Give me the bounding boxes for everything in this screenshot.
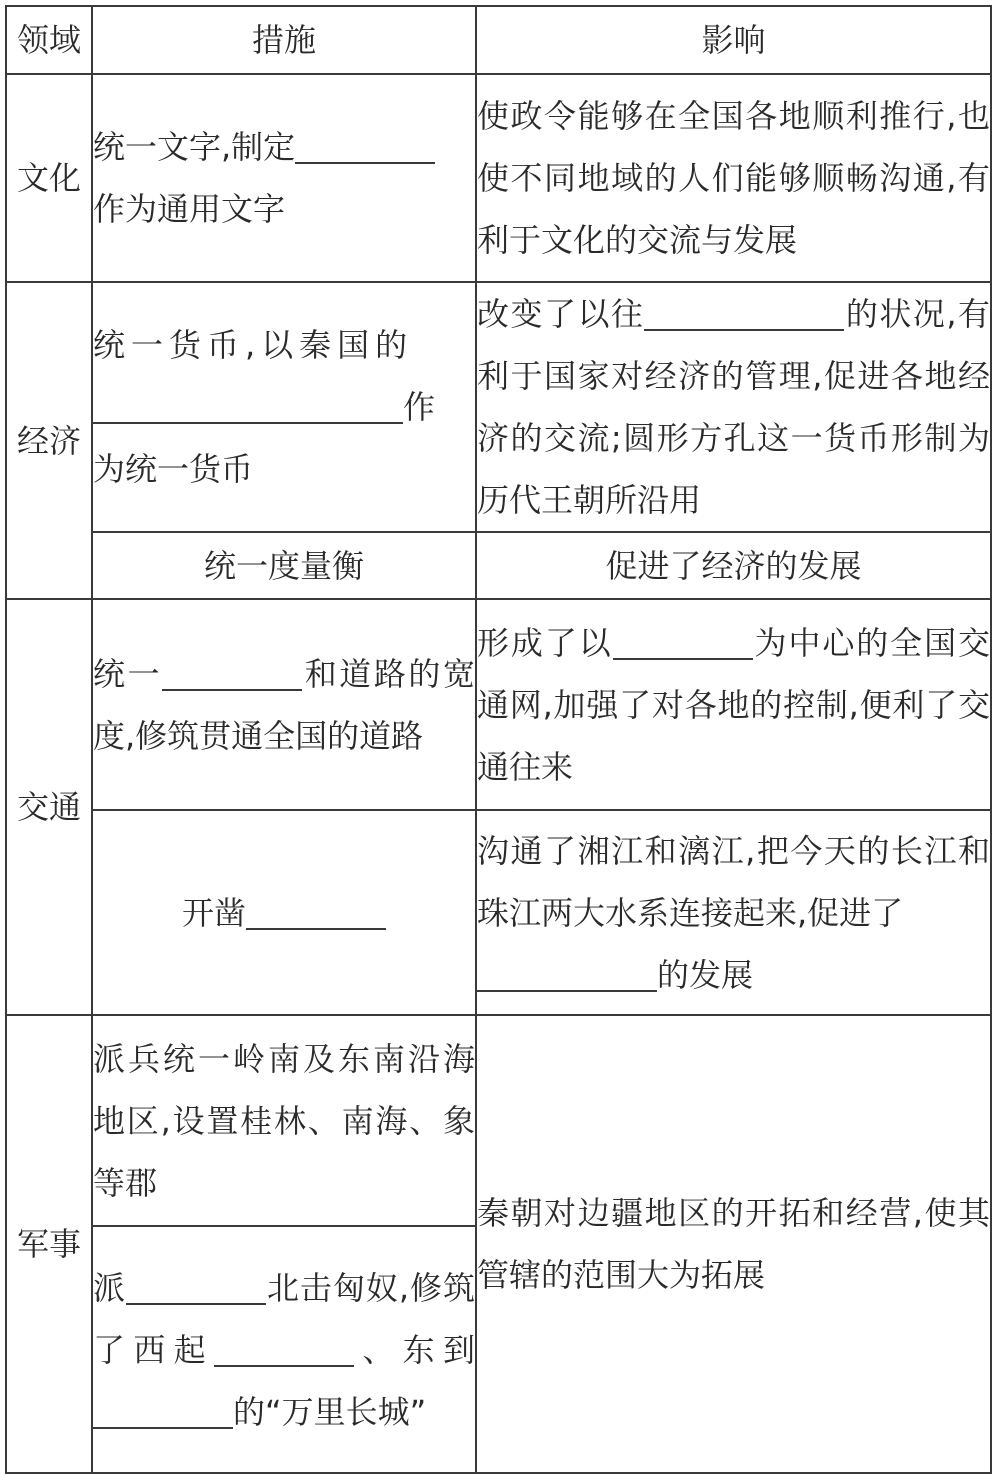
- measure-culture-text-b: 作为通用文字: [93, 190, 286, 228]
- qin-measures-table: [5, 5, 992, 1474]
- measure-currency-text-c: 为统一货币: [93, 450, 254, 488]
- impact-military: 秦朝对边疆地区的开拓和经营,使其管辖的范围大为拓展: [476, 1015, 991, 1473]
- impact-canal-text-b: 的发展: [657, 955, 754, 994]
- field-economy: 经济: [6, 282, 92, 599]
- measure-north-text-c: 、东到: [354, 1330, 475, 1369]
- blank-lingnan[interactable]: [477, 950, 657, 992]
- blank-east-end[interactable]: [93, 1387, 233, 1429]
- blank-capital[interactable]: [613, 618, 753, 660]
- impact-roads-text-b: 为中心的全国交通网,加强了对各地的控制,便利了交通往来: [477, 623, 990, 786]
- measure-roads-text-a: 统一: [93, 654, 163, 693]
- blank-general[interactable]: [126, 1263, 266, 1305]
- measure-north-text-a: 派: [93, 1268, 126, 1307]
- measure-north: [92, 1226, 476, 1473]
- measure-roads-text-b: 和道路的宽度,修筑贯通全国的道路: [93, 654, 475, 755]
- measure-standardize: 统一度量衡: [92, 532, 476, 599]
- row-transport-roads: [6, 599, 991, 810]
- measure-roads: [92, 599, 476, 810]
- impact-roads: [476, 599, 991, 810]
- impact-canal: [476, 810, 991, 1015]
- measure-currency-text-b: 作: [403, 388, 436, 426]
- header-impact: 影响: [476, 6, 991, 74]
- blank-canal[interactable]: [246, 888, 386, 930]
- blank-currency[interactable]: [93, 382, 403, 424]
- measure-canal-text: 开凿: [181, 893, 246, 932]
- row-transport-canal: [6, 810, 991, 1015]
- blank-currency-situation[interactable]: [644, 289, 844, 331]
- impact-currency-text-a: 改变了以往: [477, 295, 645, 333]
- impact-currency-text-b: 的状况,有利于国家对经济的管理,促进各地经济的交流;圆形方孔这一货币形制为历代王朝所沿用: [477, 295, 990, 519]
- measure-south: 派兵统一岭南及东南沿海地区,设置桂林、南海、象等郡: [92, 1015, 476, 1226]
- row-culture: [6, 74, 991, 282]
- impact-canal-text-a: 沟通了湘江和漓江,把今天的长江和珠江两大水系连接起来,促进了: [477, 831, 990, 932]
- impact-currency: [476, 282, 991, 532]
- row-economy-measures: [6, 532, 991, 599]
- header-field: 领域: [6, 6, 92, 74]
- field-military: 军事: [6, 1015, 92, 1473]
- header-measure: 措施: [92, 6, 476, 74]
- row-economy-currency: [6, 282, 991, 532]
- field-culture: 文化: [6, 74, 92, 282]
- field-transport: 交通: [6, 599, 92, 1015]
- impact-roads-text-a: 形成了以: [477, 623, 613, 662]
- measure-currency: [92, 282, 476, 532]
- measure-canal: [92, 810, 476, 1015]
- measure-currency-text-a: 统一货币,以秦国的: [93, 326, 414, 364]
- impact-standardize: 促进了经济的发展: [476, 532, 991, 599]
- row-military-south: [6, 1015, 991, 1226]
- blank-west-start[interactable]: [214, 1325, 354, 1367]
- header-row: [6, 6, 991, 74]
- measure-north-text-b: 北击匈奴,修筑了西起: [93, 1268, 475, 1369]
- impact-culture: 使政令能够在全国各地顺利推行,也使不同地域的人们能够顺畅沟通,有利于文化的交流与发展: [476, 74, 991, 282]
- blank-axle[interactable]: [162, 649, 302, 691]
- measure-culture-text-a: 统一文字,制定: [93, 128, 296, 166]
- measure-north-text-d: 的“万里长城”: [233, 1392, 427, 1431]
- blank-script[interactable]: [295, 122, 435, 164]
- measure-culture: [92, 74, 476, 282]
